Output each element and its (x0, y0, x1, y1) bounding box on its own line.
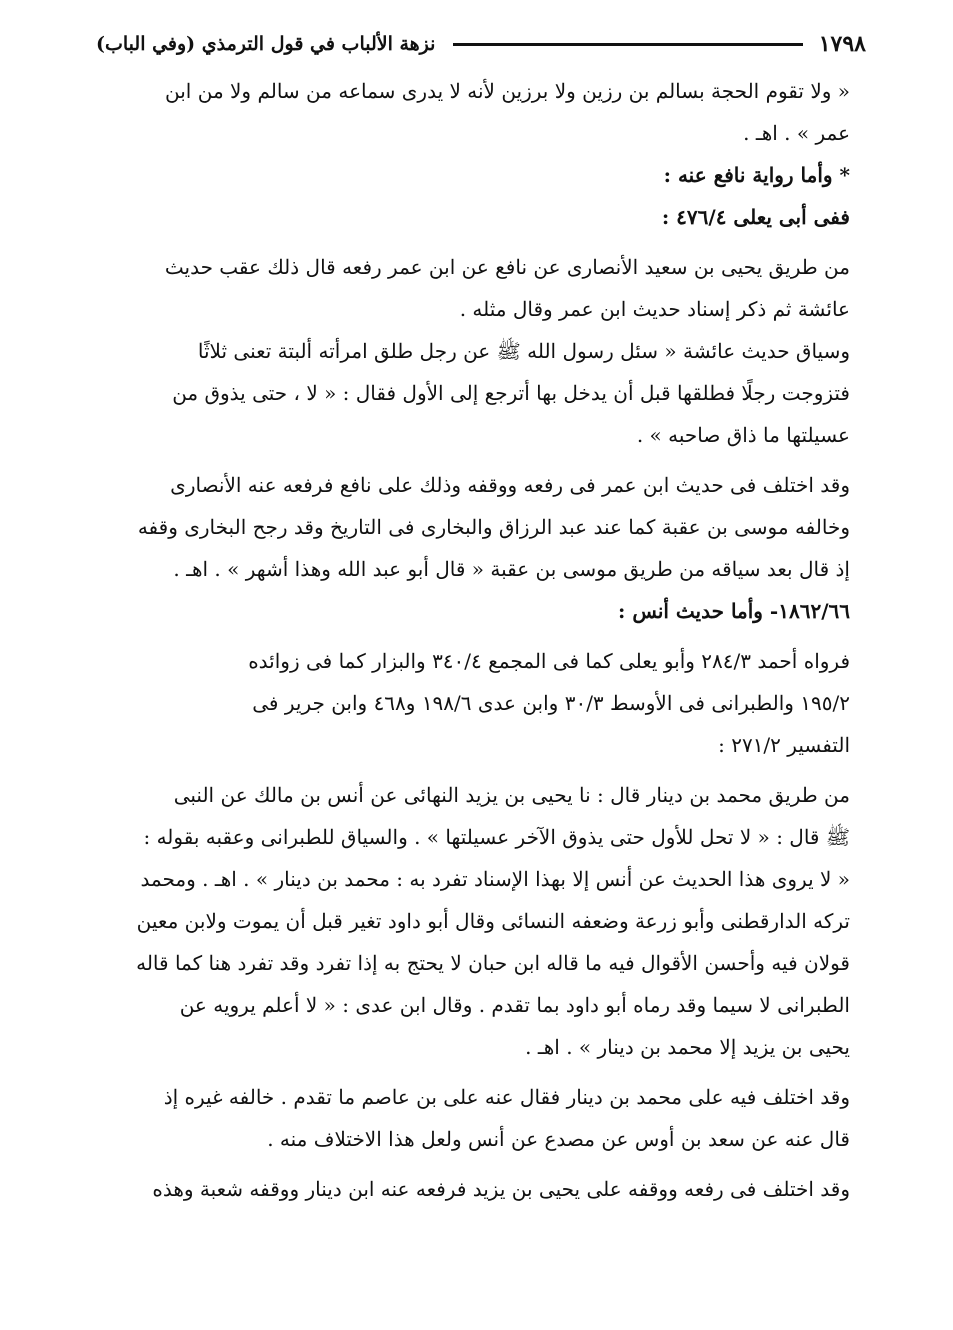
text-line: وقد اختلف فى حديث ابن عمر فى رفعه ووقفه وذلك على نافع فرفعه عنه الأنصارى (170, 473, 850, 497)
text-line: وقد اختلف فيه على محمد بن دينار فقال عنه على بن عاصم ما تقدم . خالفه غيره إذ (163, 1085, 850, 1109)
text-line: ١٩٥/٢ والطبرانى فى الأوسط ٣٠/٣ وابن عدى ١٩٨/٦ و٤٦٨ وابن جرير فى (252, 691, 850, 715)
section-heading: ١٨٦٢/٦٦- وأما حديث أنس : (617, 599, 850, 623)
page-header (96, 22, 866, 66)
text-line: فتزوجت رجلًا فطلقها قبل أن يدخل بها أترجع إلى الأول فقال : « لا ، حتى يذوق من (172, 381, 850, 405)
header-rule (453, 43, 802, 46)
text-line: فرواه أحمد ٢٨٤/٣ وأبو يعلى كما فى المجمع ٣٤٠/٤ والبزار كما فى زوائده (248, 649, 850, 673)
paragraph-gap (78, 632, 850, 640)
text-line: من طريق يحيى بن سعيد الأنصارى عن نافع عن ابن عمر رفعه قال ذلك عقب حديث (164, 255, 850, 279)
text-line: قولان فيه وأحسن الأقوال فيه ما قاله ابن حبان لا يحتج به إذا تفرد وقد تفرد هنا كما قاله (136, 951, 850, 975)
paragraph-gap (78, 456, 850, 464)
text-line: عمر » . اهـ . (743, 121, 850, 145)
text-line: الطبرانى لا سيما وقد رماه أبو داود بما تقدم . وقال ابن عدى : « لا أعلم يرويه عن (179, 993, 850, 1017)
paragraph-gap (78, 238, 850, 246)
text-line: وخالفه موسى بن عقبة كما عند عبد الرزاق والبخارى فى التاريخ وقد رجح البخارى وقفه (137, 515, 850, 539)
text-line: وقد اختلف فى رفعه ووقفه على يحيى بن يزيد فرفعه عنه ابن دينار ووقفه شعبة وهذه (152, 1177, 850, 1201)
text-line: التفسير ٢٧١/٢ : (718, 733, 850, 757)
text-line: تركه الدارقطنى وأبو زرعة وضعفه النسائى وقال أبو داود تغير قبل أن يموت ولابن معين (136, 909, 850, 933)
text-line: وسياق حديث عائشة « سئل رسول الله ﷺ عن رجل طلق امرأته ألبتة تعنى ثلاثًا (197, 339, 850, 363)
text-line: عائشة ثم ذكر إسناد حديث ابن عمر وقال مثله . (459, 297, 850, 321)
text-line: قال عنه عن سعد بن أوس عن مصدع عن أنس ولعل هذا الاختلاف منه . (267, 1127, 850, 1151)
page-body (78, 70, 850, 1210)
paragraph-gap (78, 766, 850, 774)
section-heading: * وأما رواية نافع عنه : (663, 163, 850, 187)
text-line: يحيى بن يزيد إلا محمد بن دينار » . اهـ . (525, 1035, 850, 1059)
text-line: ﷺ قال : « لا تحل للأول حتى يذوق الآخر عسيلتها » . والسياق للطبرانى وعقبه بقوله : (143, 825, 850, 849)
source-reference: ففى أبى يعلى ٤٧٦/٤ : (661, 205, 850, 229)
text-line: إذ قال بعد سياقه من طريق موسى بن عقبة « قال أبو عبد الله وهذا أشهر » . اهـ . (173, 557, 850, 581)
paragraph-gap (78, 1160, 850, 1168)
running-title: نزهة الألباب في قول الترمذي (وفي الباب) (96, 33, 436, 55)
text-line: من طريق محمد بن دينار قال : نا يحيى بن يزيد النهائى عن أنس بن مالك عن النبى (173, 783, 850, 807)
text-line: عسيلتها ما ذاق صاحبه » . (636, 423, 850, 447)
page-number: ١٧٩٨ (818, 31, 866, 57)
paragraph-gap (78, 1068, 850, 1076)
text-line: « لا يروى هذا الحديث عن أنس إلا بهذا الإسناد تفرد به : محمد بن دينار » . اهـ . ومحمد (140, 867, 850, 891)
text-line: « ولا تقوم الحجة بسالم بن رزين ولا برزين لأنه لا يدرى سماعه من سالم ولا من ابن (165, 79, 850, 103)
